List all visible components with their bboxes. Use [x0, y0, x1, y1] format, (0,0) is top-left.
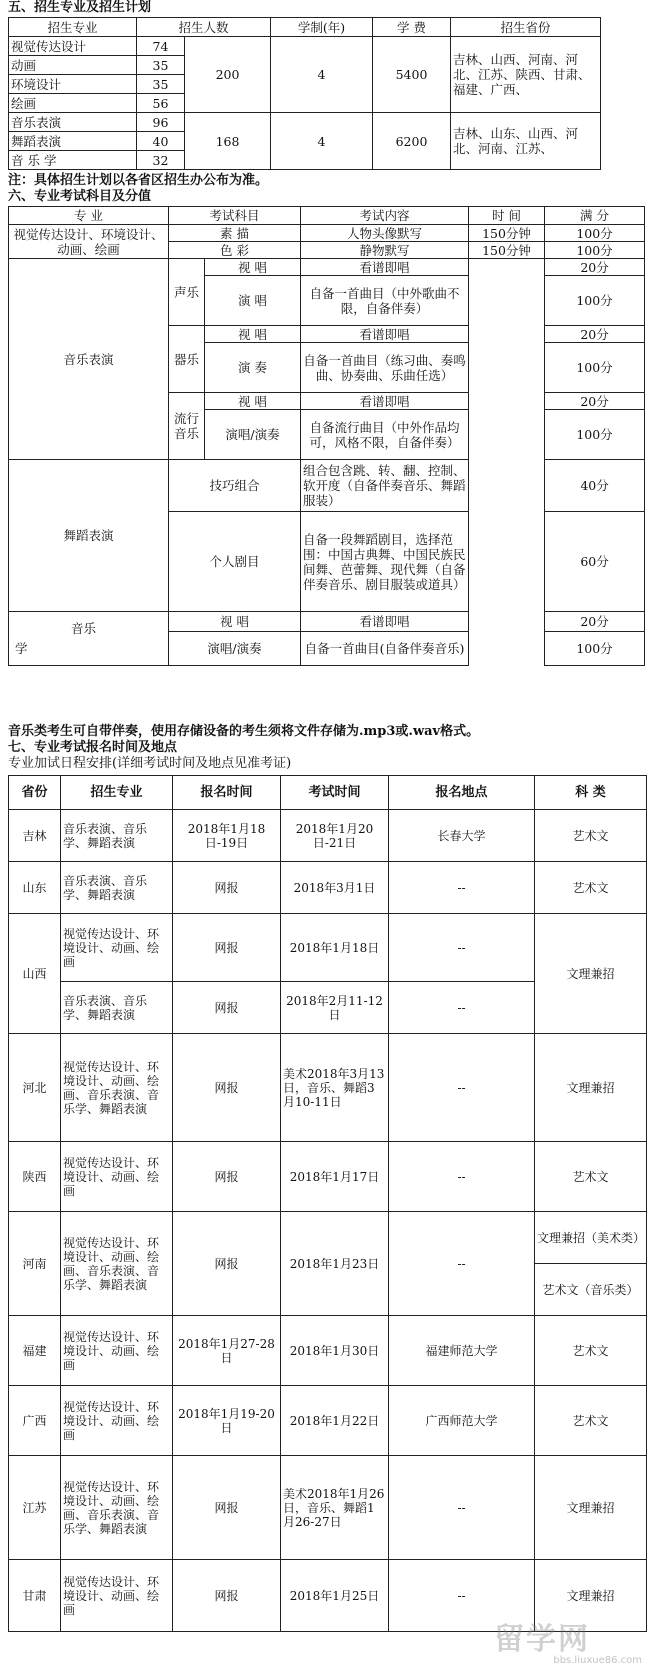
subject-cell: 技巧组合	[169, 460, 301, 512]
reg-time-cell: 网报	[173, 1212, 281, 1316]
reg-place-cell: --	[389, 1142, 535, 1212]
header-major: 招生专业	[61, 776, 173, 810]
reg-place-cell: --	[389, 914, 535, 982]
reg-place-cell: 长春大学	[389, 810, 535, 862]
exam-time-cell: 2018年3月1日	[281, 862, 389, 914]
section-6-note: 音乐类考生可自带伴奏，使用存储设备的考生须将文件存储为.mp3或.wav格式。	[8, 724, 480, 739]
time-empty	[469, 259, 545, 666]
subject-cell: 个人剧目	[169, 512, 301, 612]
score-cell: 100分	[545, 242, 645, 259]
major-cell: 动画	[9, 56, 137, 75]
reg-place-cell: --	[389, 982, 535, 1034]
count-cell: 74	[137, 37, 185, 56]
major-cell: 环境设计	[9, 75, 137, 94]
reg-time-cell: 网报	[173, 1034, 281, 1142]
exam-time-cell: 2018年1月20日-21日	[281, 810, 389, 862]
music-category: 器乐	[169, 326, 205, 393]
major-musicology	[9, 612, 169, 666]
category-cell: 文理兼招	[535, 1560, 647, 1632]
major-cell: 视觉传达设计、环境设计、动画、绘画	[61, 1386, 173, 1456]
reg-place-cell: --	[389, 1560, 535, 1632]
content-cell: 自备一首曲目（中外歌曲不限，自备伴奏）	[301, 276, 469, 326]
reg-time-cell: 网报	[173, 1142, 281, 1212]
content-cell: 静物默写	[301, 242, 469, 259]
reg-place-cell: --	[389, 1212, 535, 1316]
major-cell: 舞蹈表演	[9, 132, 137, 151]
major-cell: 音乐表演、音乐学、舞蹈表演	[61, 810, 173, 862]
reg-time-cell: 网报	[173, 982, 281, 1034]
exam-time-cell: 2018年1月30日	[281, 1316, 389, 1386]
subject-cell: 演唱/演奏	[205, 410, 301, 460]
reg-time-cell: 网报	[173, 862, 281, 914]
exam-time-cell: 美术2018年1月26日，音乐、舞蹈1月26-27日	[281, 1456, 389, 1560]
exam-time-cell: 2018年1月17日	[281, 1142, 389, 1212]
header-score: 满 分	[545, 207, 645, 225]
score-cell: 100分	[545, 276, 645, 326]
registration-schedule-table	[8, 775, 647, 1632]
header-content: 考试内容	[301, 207, 469, 225]
content-cell: 看谱即唱	[301, 612, 469, 632]
time-cell: 150分钟	[469, 242, 545, 259]
major-music: 音乐表演	[9, 259, 169, 460]
table-row	[9, 1034, 647, 1142]
music-category: 流行音乐	[169, 393, 205, 460]
count-cell: 32	[137, 151, 185, 170]
section-7-title: 七、专业考试报名时间及地点	[8, 740, 178, 755]
section-6-title: 六、专业考试科目及分值	[8, 189, 152, 204]
province-cell: 福建	[9, 1316, 61, 1386]
content-cell: 看谱即唱	[301, 259, 469, 276]
section-5-note: 注：具体招生计划以各省区招生办公布为准。	[8, 173, 269, 188]
reg-place-cell: --	[389, 1034, 535, 1142]
header-time: 时 间	[469, 207, 545, 225]
category-cell: 艺术文	[535, 1386, 647, 1456]
header-years: 学制(年)	[271, 18, 373, 37]
major-musicology-line-1: 音乐	[71, 620, 97, 636]
subject-cell: 视 唱	[205, 326, 301, 343]
major-cell: 视觉传达设计、环境设计、动画、绘画	[61, 1316, 173, 1386]
exam-time-cell: 2018年1月23日	[281, 1212, 389, 1316]
score-cell: 20分	[545, 259, 645, 276]
exam-time-cell: 2018年1月18日	[281, 914, 389, 982]
reg-time-cell: 2018年1月18日-19日	[173, 810, 281, 862]
score-cell: 20分	[545, 326, 645, 343]
table-row	[9, 1386, 647, 1456]
province-cell: 山东	[9, 862, 61, 914]
score-cell: 40分	[545, 460, 645, 512]
count-cell: 35	[137, 75, 185, 94]
header-reg-time: 报名时间	[173, 776, 281, 810]
total-cell: 168	[185, 113, 271, 170]
count-cell: 56	[137, 94, 185, 113]
reg-time-cell: 网报	[173, 1456, 281, 1560]
fee-cell: 5400	[373, 37, 451, 113]
header-subject: 考试科目	[169, 207, 301, 225]
provinces-cell: 吉林、山东、山西、河北、河南、江苏、	[451, 113, 601, 170]
watermark-logo: 留学网	[494, 1622, 590, 1657]
table-row	[9, 1142, 647, 1212]
reg-time-cell: 2018年1月27-28日	[173, 1316, 281, 1386]
reg-place-cell: 福建师范大学	[389, 1316, 535, 1386]
section-5-title: 五、招生专业及招生计划	[8, 0, 152, 15]
reg-place-cell: 广西师范大学	[389, 1386, 535, 1456]
subject-cell: 视 唱	[205, 259, 301, 276]
score-cell: 100分	[545, 632, 645, 666]
reg-time-cell: 网报	[173, 914, 281, 982]
score-cell: 100分	[545, 225, 645, 242]
major-cell: 视觉传达设计、环境设计、动画、绘画	[61, 914, 173, 982]
header-province: 省份	[9, 776, 61, 810]
reg-time-cell: 网报	[173, 1560, 281, 1632]
major-cell: 视觉传达设计、环境设计、动画、绘画	[61, 1142, 173, 1212]
category-cell-2: 艺术文（音乐类）	[535, 1264, 647, 1316]
major-art: 视觉传达设计、环境设计、动画、绘画	[9, 225, 169, 259]
major-musicology-line-2: 学	[15, 640, 28, 656]
category-cell: 文理兼招	[535, 1456, 647, 1560]
header-fee: 学 费	[373, 18, 451, 37]
province-cell: 河南	[9, 1212, 61, 1316]
table-row	[9, 1316, 647, 1386]
content-cell: 看谱即唱	[301, 326, 469, 343]
content-cell: 人物头像默写	[301, 225, 469, 242]
exam-time-cell: 2018年2月11-12日	[281, 982, 389, 1034]
category-cell: 文理兼招	[535, 914, 647, 1034]
province-cell: 河北	[9, 1034, 61, 1142]
time-cell: 150分钟	[469, 225, 545, 242]
subject-cell: 演 唱	[205, 276, 301, 326]
reg-place-cell: --	[389, 1456, 535, 1560]
exam-subjects-table	[8, 206, 645, 666]
category-cell: 艺术文	[535, 1316, 647, 1386]
major-cell: 音 乐 学	[9, 151, 137, 170]
score-cell: 100分	[545, 410, 645, 460]
enrollment-plan-table	[8, 17, 601, 170]
header-major: 招生专业	[9, 18, 137, 37]
subject-cell: 色 彩	[169, 242, 301, 259]
score-cell: 60分	[545, 512, 645, 612]
category-cell: 艺术文	[535, 1142, 647, 1212]
province-cell: 广西	[9, 1386, 61, 1456]
fee-cell: 6200	[373, 113, 451, 170]
watermark-url: bbs.liuxue86.com	[553, 1655, 642, 1666]
content-cell: 自备一首曲目（练习曲、奏鸣曲、协奏曲、乐曲任选）	[301, 343, 469, 393]
table-row	[9, 1456, 647, 1560]
years-cell: 4	[271, 113, 373, 170]
table-row	[9, 862, 647, 914]
province-cell: 吉林	[9, 810, 61, 862]
content-cell: 自备一段舞蹈剧目，选择范围：中国古典舞、中国民族民间舞、芭蕾舞、现代舞（自备伴奏音乐、剧目服装或道具）	[301, 512, 469, 612]
table-row	[9, 810, 647, 862]
province-cell: 陕西	[9, 1142, 61, 1212]
header-reg-place: 报名地点	[389, 776, 535, 810]
content-cell: 自备流行曲目（中外作品均可，风格不限，自备伴奏）	[301, 410, 469, 460]
subject-cell: 演 奏	[205, 343, 301, 393]
major-cell: 音乐表演	[9, 113, 137, 132]
category-cell: 文理兼招（美术类）	[535, 1212, 647, 1264]
subject-cell: 视 唱	[169, 612, 301, 632]
reg-place-cell: --	[389, 862, 535, 914]
major-cell: 视觉传达设计、环境设计、动画、绘画、音乐表演、音乐学、舞蹈表演	[61, 1212, 173, 1316]
reg-time-cell: 2018年1月19-20日	[173, 1386, 281, 1456]
count-cell: 40	[137, 132, 185, 151]
header-count: 招生人数	[137, 18, 271, 37]
header-category: 科 类	[535, 776, 647, 810]
exam-time-cell: 2018年1月25日	[281, 1560, 389, 1632]
category-cell: 艺术文	[535, 810, 647, 862]
province-cell: 山西	[9, 914, 61, 1034]
province-cell: 江苏	[9, 1456, 61, 1560]
section-7-subtitle: 专业加试日程安排(详细考试时间及地点见准考证)	[8, 756, 292, 771]
category-cell: 文理兼招	[535, 1034, 647, 1142]
exam-time-cell: 2018年1月22日	[281, 1386, 389, 1456]
major-cell: 视觉传达设计、环境设计、动画、绘画、音乐表演、音乐学、舞蹈表演	[61, 1034, 173, 1142]
major-cell: 视觉传达设计、环境设计、动画、绘画	[61, 1560, 173, 1632]
total-cell: 200	[185, 37, 271, 113]
major-cell: 视觉传达设计、环境设计、动画、绘画、音乐表演、音乐学、舞蹈表演	[61, 1456, 173, 1560]
subject-cell: 素 描	[169, 225, 301, 242]
count-cell: 35	[137, 56, 185, 75]
header-provinces: 招生省份	[451, 18, 601, 37]
major-cell: 音乐表演、音乐学、舞蹈表演	[61, 862, 173, 914]
header-exam-time: 考试时间	[281, 776, 389, 810]
count-cell: 96	[137, 113, 185, 132]
years-cell: 4	[271, 37, 373, 113]
provinces-cell: 吉林、山西、河南、河北、江苏、陕西、甘肃、福建、广西、	[451, 37, 601, 113]
content-cell: 自备一首曲目(自备伴奏音乐)	[301, 632, 469, 666]
music-category: 声乐	[169, 259, 205, 326]
major-cell: 绘画	[9, 94, 137, 113]
province-cell: 甘肃	[9, 1560, 61, 1632]
subject-cell: 演唱/演奏	[169, 632, 301, 666]
content-cell: 看谱即唱	[301, 393, 469, 410]
header-major: 专 业	[9, 207, 169, 225]
major-dance: 舞蹈表演	[9, 460, 169, 612]
table-row	[9, 1212, 647, 1264]
score-cell: 20分	[545, 393, 645, 410]
score-cell: 20分	[545, 612, 645, 632]
table-row	[9, 914, 647, 982]
content-cell: 组合包含跳、转、翻、控制、软开度（自备伴奏音乐、舞蹈服装）	[301, 460, 469, 512]
exam-time-cell: 美术2018年3月13日，音乐、舞蹈3月10-11日	[281, 1034, 389, 1142]
major-cell: 音乐表演、音乐学、舞蹈表演	[61, 982, 173, 1034]
score-cell: 100分	[545, 343, 645, 393]
category-cell: 艺术文	[535, 862, 647, 914]
subject-cell: 视 唱	[205, 393, 301, 410]
major-cell: 视觉传达设计	[9, 37, 137, 56]
